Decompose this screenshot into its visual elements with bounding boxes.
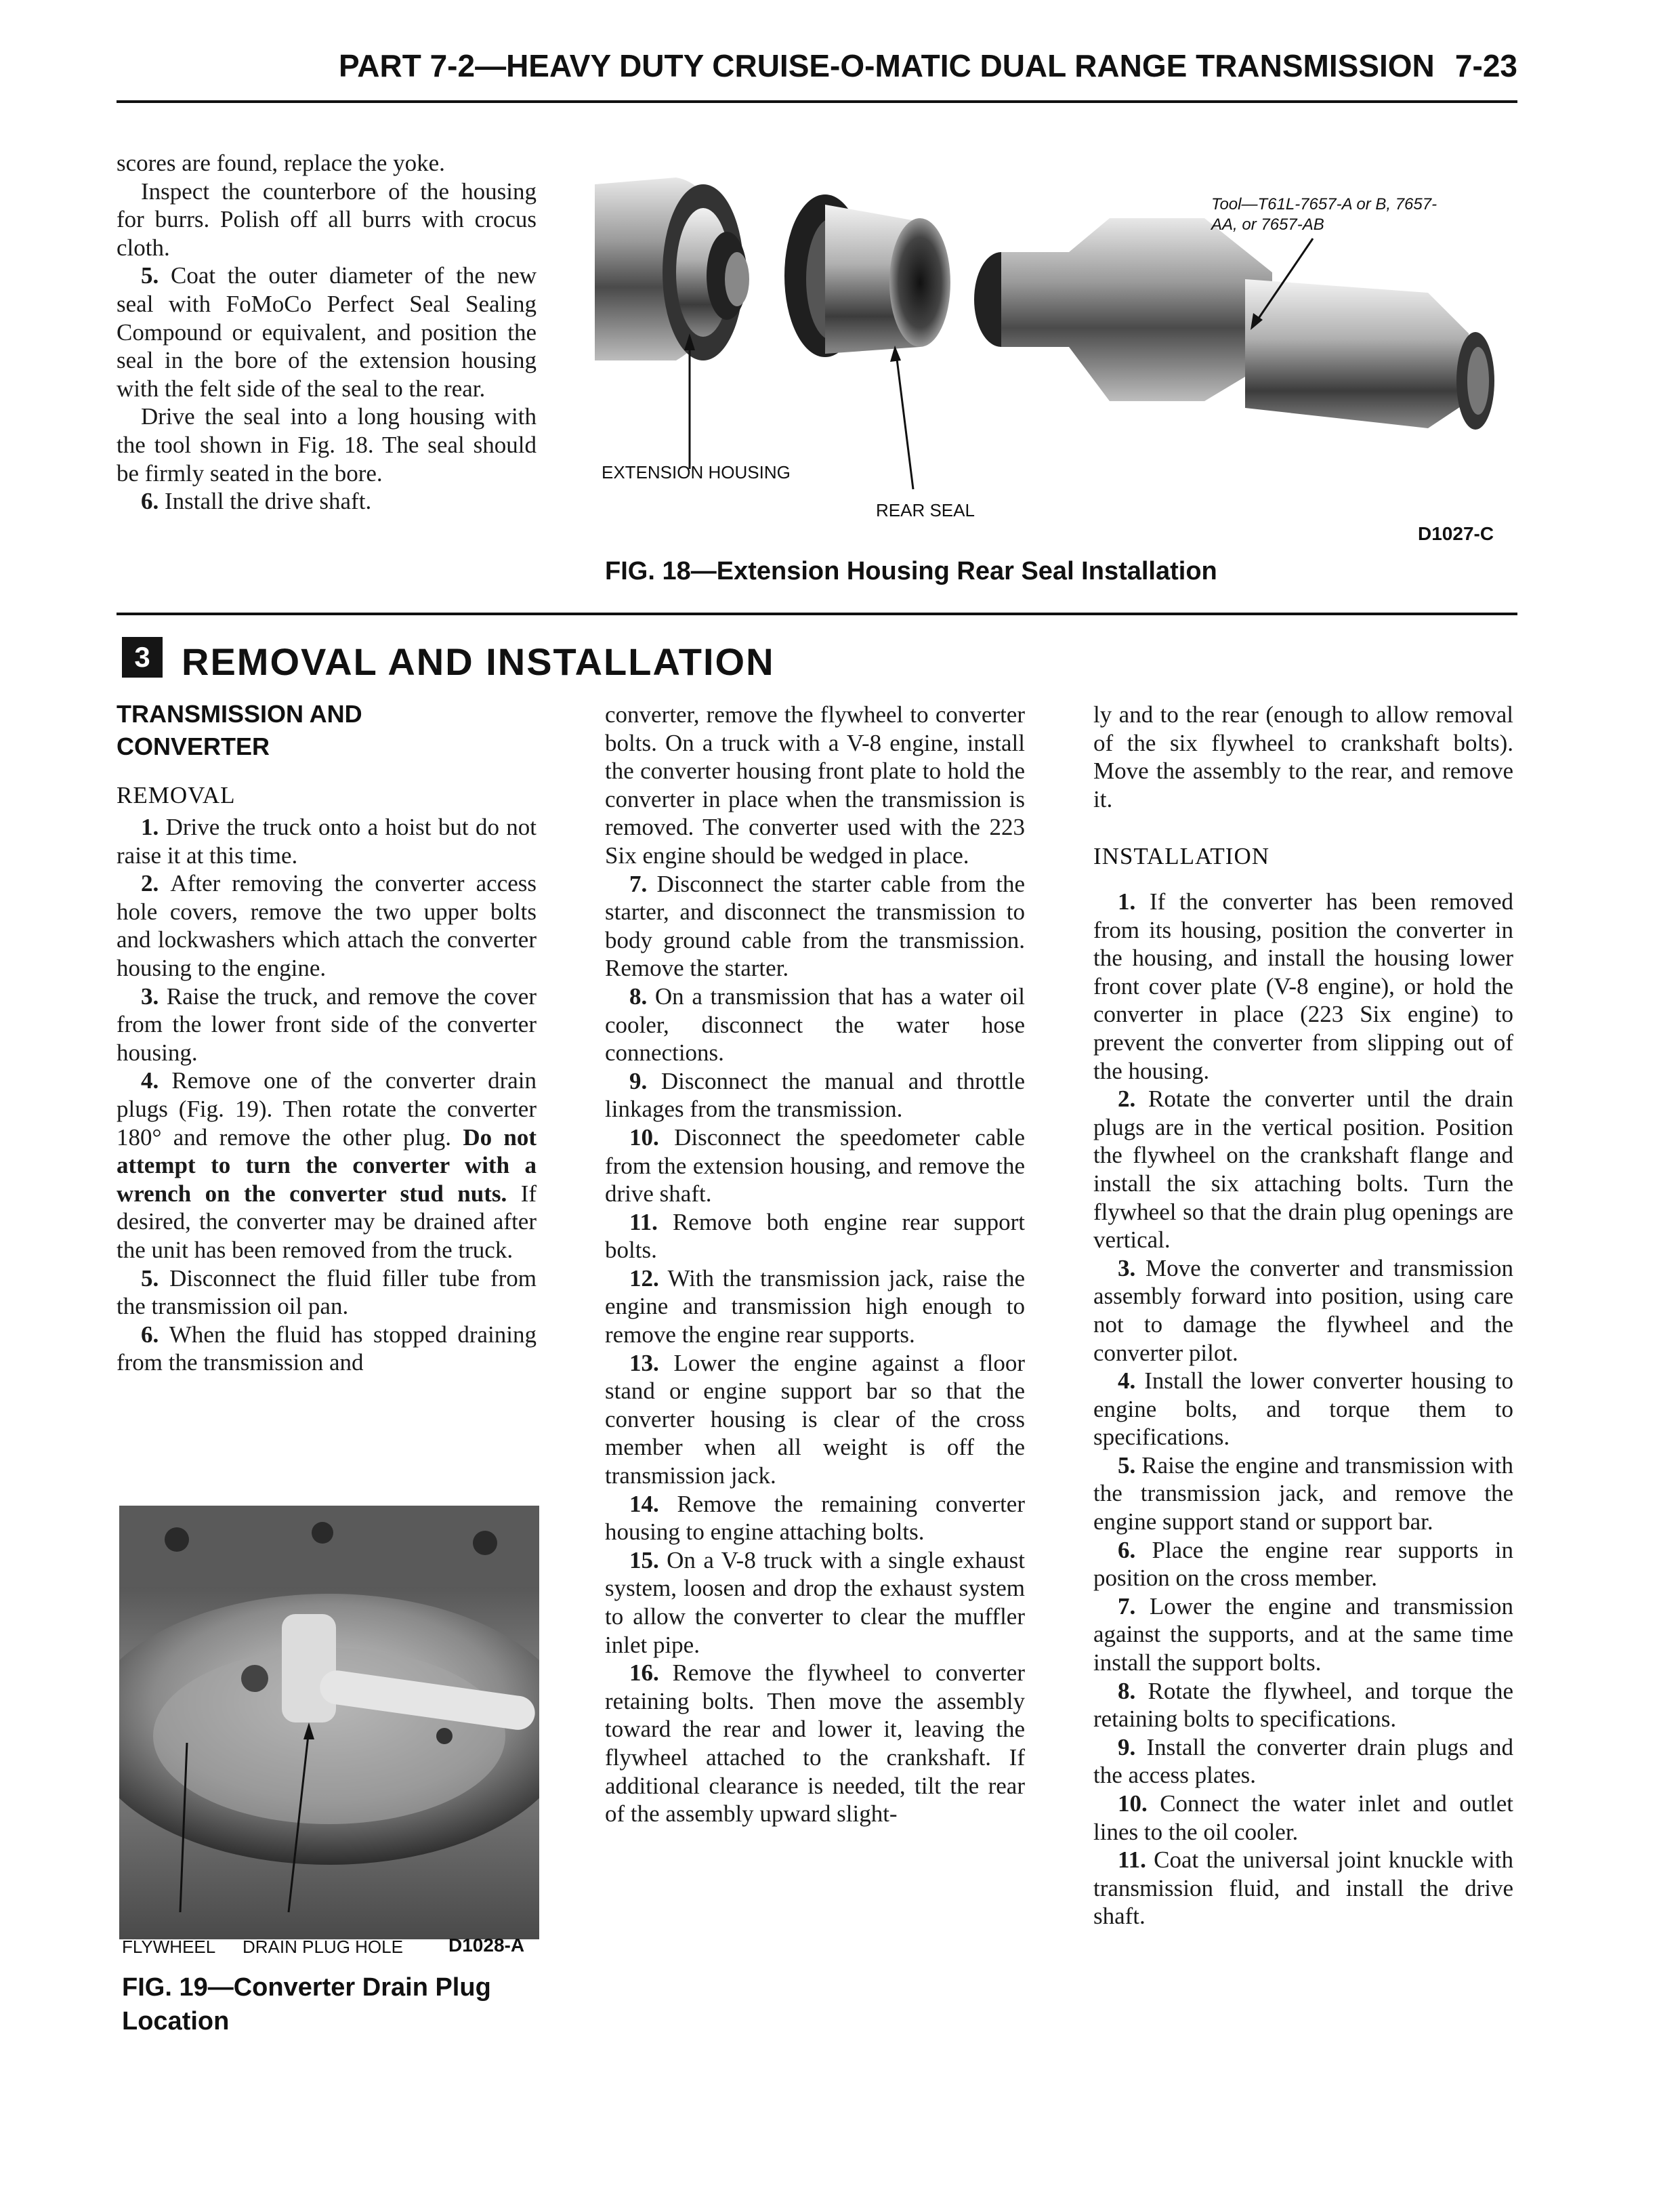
step-text: converter, remove the flywheel to converter bolts. On a truck with a V-8 engine, install the converter housing front plate to hold the converter in place when the transmission is removed. The converter used with the 223 Six engine should be wedged in place. <box>605 701 1025 869</box>
step-text: Remove both engine rear support bolts. <box>605 1208 1025 1264</box>
paragraph <box>1093 1790 1513 1846</box>
step-text: Disconnect the speedometer cable from the extension housing, and remove the drive shaft. <box>605 1123 1025 1207</box>
subsection-title-line1: TRANSMISSION AND <box>117 700 362 728</box>
step-number: 12. <box>629 1264 668 1292</box>
drain-plug-hole-label: DRAIN PLUG HOLE <box>243 1937 403 1957</box>
figure-19 <box>119 1506 539 1939</box>
flywheel-label: FLYWHEEL <box>122 1937 216 1957</box>
step-text: Remove the flywheel to converter retaining bolts. Then move the assembly toward the rear and lower it, leaving the flywheel attached to the crankshaft. If additional clearance is needed, tilt the rear of the assembly upward slight- <box>605 1659 1025 1828</box>
step-number: 16. <box>629 1659 673 1687</box>
paragraph <box>605 1490 1025 1546</box>
step-number: 1. <box>141 814 166 840</box>
step-text: Rotate the converter until the drain plugs are in the vertical position. Position the flywheel on the crankshaft flange and install the six attaching bolts. Turn the flywheel so that the drain plug openings are vertical. <box>1093 1086 1514 1254</box>
step-text: Install the converter drain plugs and the access plates. <box>1093 1733 1513 1789</box>
paragraph <box>605 1067 1025 1123</box>
step-number: 1. <box>1118 888 1150 915</box>
paragraph <box>605 1546 1025 1659</box>
paragraph <box>117 178 537 262</box>
paragraph <box>1093 1451 1513 1536</box>
step-text: Remove the remaining converter housing to engine attaching bolts. <box>605 1490 1025 1546</box>
paragraph <box>117 983 537 1067</box>
installation-heading: INSTALLATION <box>1093 843 1269 869</box>
paragraph <box>1093 1846 1513 1931</box>
step-number: 5. <box>141 1264 170 1292</box>
step-text: On a transmission that has a water oil cooler, disconnect the water hose connections. <box>605 983 1026 1067</box>
step-number: 9. <box>1118 1733 1147 1760</box>
step-number: 3. <box>141 983 167 1010</box>
step-number: 8. <box>629 983 655 1010</box>
step-number: 11. <box>629 1208 673 1235</box>
step-number: 6. <box>141 488 165 515</box>
column3-installation-steps <box>1093 888 1513 1931</box>
page-header-title: PART 7-2—HEAVY DUTY CRUISE-O-MATIC DUAL RANGE TRANSMISSION <box>339 48 1435 83</box>
step-text: Remove one of the converter drain plugs (Fig. 19). Then rotate the converter 180° and remove the other plug. <box>117 1067 537 1151</box>
paragraph <box>1093 888 1513 1085</box>
section-title: REMOVAL AND INSTALLATION <box>182 640 775 683</box>
step-text: Drive the truck onto a hoist but do not raise it at this time. <box>117 814 537 869</box>
paragraph <box>117 262 537 402</box>
step-text: Disconnect the manual and throttle linkages from the transmission. <box>605 1067 1025 1123</box>
paragraph <box>1093 1367 1513 1451</box>
step-number: 7. <box>629 870 657 897</box>
paragraph <box>605 1123 1025 1208</box>
step-text: Place the engine rear supports in position on the cross member. <box>1093 1536 1513 1592</box>
figure-19-code: D1028-A <box>448 1935 525 1956</box>
paragraph <box>1093 701 1513 813</box>
figure-19-caption-line2: Location <box>122 2007 230 2036</box>
extension-housing-label: EXTENSION HOUSING <box>602 462 791 482</box>
paragraph <box>117 813 537 869</box>
step-number: 6. <box>1118 1536 1152 1563</box>
step-text: After removing the converter access hole covers, remove the two upper bolts and lockwashers which attach the converter housing to the engine. <box>117 870 537 981</box>
step-number: 13. <box>629 1349 674 1376</box>
step-number: 2. <box>1118 1086 1149 1113</box>
paragraph <box>1093 1254 1513 1367</box>
section-number-badge: 3 <box>122 637 163 678</box>
paragraph <box>605 1349 1025 1490</box>
step-text: Raise the engine and transmission with the transmission jack, and remove the engine support stand or support bar. <box>1093 1451 1513 1535</box>
step-number: 8. <box>1118 1677 1148 1704</box>
step-text: Install the lower converter housing to engine bolts, and torque them to specifications. <box>1093 1367 1514 1451</box>
step-text: Raise the truck, and remove the cover from the lower front side of the converter housing. <box>117 983 537 1066</box>
column2-removal-steps <box>605 701 1025 1828</box>
paragraph <box>117 149 537 178</box>
step-number: 11. <box>1118 1846 1154 1874</box>
paragraph <box>605 701 1025 870</box>
paragraph <box>117 1067 537 1264</box>
paragraph <box>117 869 537 982</box>
paragraph <box>605 1264 1025 1349</box>
step-text: ly and to the rear (enough to allow removal of the six flywheel to crankshaft bolts). Move the assembly to the rear, and remove it. <box>1093 701 1513 812</box>
column3-removal-end <box>1093 701 1513 813</box>
paragraph <box>605 1208 1025 1264</box>
step-number: 6. <box>141 1321 169 1348</box>
header-rule <box>117 100 1517 103</box>
step-text: When the fluid has stopped draining from the transmission and <box>117 1321 537 1376</box>
step-number: 3. <box>1118 1254 1146 1281</box>
paragraph <box>117 1264 537 1321</box>
step-number: 15. <box>629 1546 667 1573</box>
step-number: 5. <box>141 262 171 289</box>
paragraph <box>117 487 537 516</box>
paragraph <box>1093 1677 1513 1733</box>
step-text: Lower the engine and transmission against the supports, and at the same time install the support bolts. <box>1093 1592 1513 1676</box>
column1-removal-steps <box>117 813 537 1377</box>
step-text: Rotate the flywheel, and torque the retaining bolts to specifications. <box>1093 1677 1514 1733</box>
step-text: Connect the water inlet and outlet lines to the oil cooler. <box>1093 1790 1513 1845</box>
step-text: Disconnect the starter cable from the starter, and disconnect the transmission to body ground cable from the transmission. Remove the starter. <box>605 870 1026 982</box>
step-number: 9. <box>629 1067 661 1094</box>
paragraph <box>1093 1085 1513 1254</box>
figure-18 <box>595 157 1517 557</box>
step-number: 2. <box>141 870 171 897</box>
paragraph <box>1093 1733 1513 1790</box>
step-text: On a V-8 truck with a single exhaust system, loosen and drop the exhaust system to allow the converter to clear the muffler inlet pipe. <box>605 1546 1026 1658</box>
step-text-continued: If desired, the converter may be drained after the unit has been removed from the truck. <box>117 1180 537 1263</box>
step-text: scores are found, replace the yoke. <box>117 150 445 176</box>
paragraph <box>117 1321 537 1377</box>
step-text: Coat the universal joint knuckle with transmission fluid, and install the drive shaft. <box>1093 1846 1513 1930</box>
step-text: Disconnect the fluid filler tube from the transmission oil pan. <box>117 1264 537 1320</box>
figure-19-caption-line1: FIG. 19—Converter Drain Plug <box>122 1973 491 2002</box>
paragraph <box>1093 1536 1513 1592</box>
step-number: 10. <box>1118 1790 1160 1817</box>
step-number: 14. <box>629 1490 677 1517</box>
step-text: Coat the outer diameter of the new seal with FoMoCo Perfect Seal Sealing Compound or equivalent, and position the seal in the bore of the extension housing with the felt side of the seal to the rear. <box>117 262 537 402</box>
figure-18-caption: FIG. 18—Extension Housing Rear Seal Installation <box>605 557 1217 585</box>
step-text: With the transmission jack, raise the engine and transmission high enough to remove the engine rear supports. <box>605 1264 1025 1348</box>
paragraph <box>605 983 1025 1067</box>
paragraph <box>1093 1592 1513 1677</box>
top-left-text <box>117 149 537 516</box>
step-number: 7. <box>1118 1592 1150 1619</box>
page-number: 7-23 <box>1454 48 1517 83</box>
step-warning: Do not attempt to turn the converter with a wrench on the converter stud nuts. <box>117 1123 537 1207</box>
paragraph <box>605 870 1025 983</box>
paragraph <box>117 402 537 487</box>
step-text: Drive the seal into a long housing with the tool shown in Fig. 18. The seal should be firmly seated in the bore. <box>117 403 537 487</box>
step-number: 4. <box>141 1067 172 1094</box>
step-text: Lower the engine against a floor stand or engine support bar so that the converter housing is clear of the cross member when all weight is off the transmission jack. <box>605 1349 1026 1489</box>
removal-heading: REMOVAL <box>117 782 236 808</box>
step-number: 4. <box>1118 1367 1145 1395</box>
subsection-title-line2: CONVERTER <box>117 732 270 760</box>
rear-seal-label: REAR SEAL <box>876 500 975 520</box>
converter-drain-plug-photo <box>119 1506 539 1939</box>
step-number: 10. <box>629 1123 675 1151</box>
figure-18-code: D1027-C <box>1418 523 1494 544</box>
step-text: Install the drive shaft. <box>165 488 372 515</box>
step-text: If the converter has been removed from its housing, position the converter in the housing, and install the housing lower front cover plate (V-8 engine), or hold the converter in place (223 Six engine) to prevent the converter from slipping out of the housing. <box>1093 888 1513 1084</box>
section-rule <box>117 613 1517 615</box>
tool-label: Tool—T61L-7657-A or B, 7657-AA, or 7657-AB <box>1211 195 1437 234</box>
step-text: Inspect the counterbore of the housing for burrs. Polish off all burrs with crocus cloth. <box>117 178 537 261</box>
step-number: 5. <box>1118 1451 1142 1479</box>
paragraph <box>605 1659 1025 1828</box>
step-text: Move the converter and transmission assembly forward into position, using care not to damage the flywheel and the converter pilot. <box>1093 1254 1513 1366</box>
